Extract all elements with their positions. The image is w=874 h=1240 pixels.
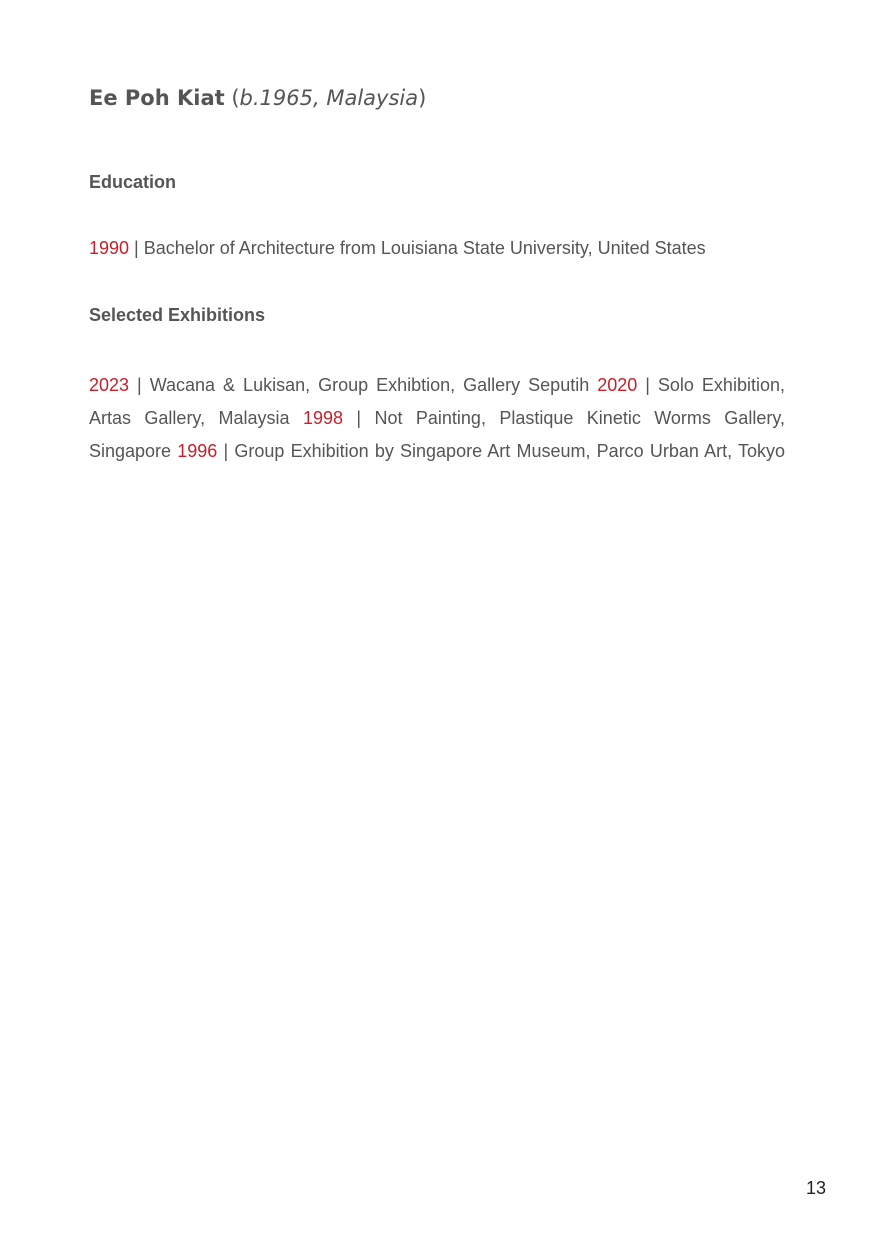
artist-birth-info: b.1965, Malaysia	[239, 86, 419, 110]
artist-name: Ee Poh Kiat	[89, 86, 225, 110]
education-text: | Bachelor of Architecture from Louisiana State University, United States	[129, 238, 706, 258]
exhibition-text: | Group Exhibition by Singapore Art Museum, Parco Urban Art, Tokyo	[217, 441, 785, 461]
artist-close-paren: )	[418, 86, 427, 110]
exhibition-text: | Solo Exhibition, Artas Gallery, Malaysia	[89, 375, 785, 428]
artist-title	[89, 84, 426, 112]
exhibitions-heading: Selected Exhibitions	[89, 305, 266, 325]
education-year: 1990	[89, 238, 130, 258]
exhibition-year: 1996	[177, 441, 218, 461]
education-heading: Education	[89, 172, 177, 192]
exhibition-year: 2023	[89, 375, 130, 395]
exhibition-text: | Wacana & Lukisan, Group Exhibtion, Gallery Seputih	[129, 375, 598, 395]
artist-open-paren: (	[224, 86, 240, 110]
page-number: 13	[806, 1178, 827, 1198]
exhibition-year: 1998	[302, 408, 343, 428]
exhibition-year: 2020	[597, 375, 638, 395]
exhibitions-list	[89, 369, 785, 468]
education-entry	[89, 236, 706, 260]
exhibition-text: | Not Painting, Plastique Kinetic Worms Gallery, Singapore	[89, 408, 785, 461]
